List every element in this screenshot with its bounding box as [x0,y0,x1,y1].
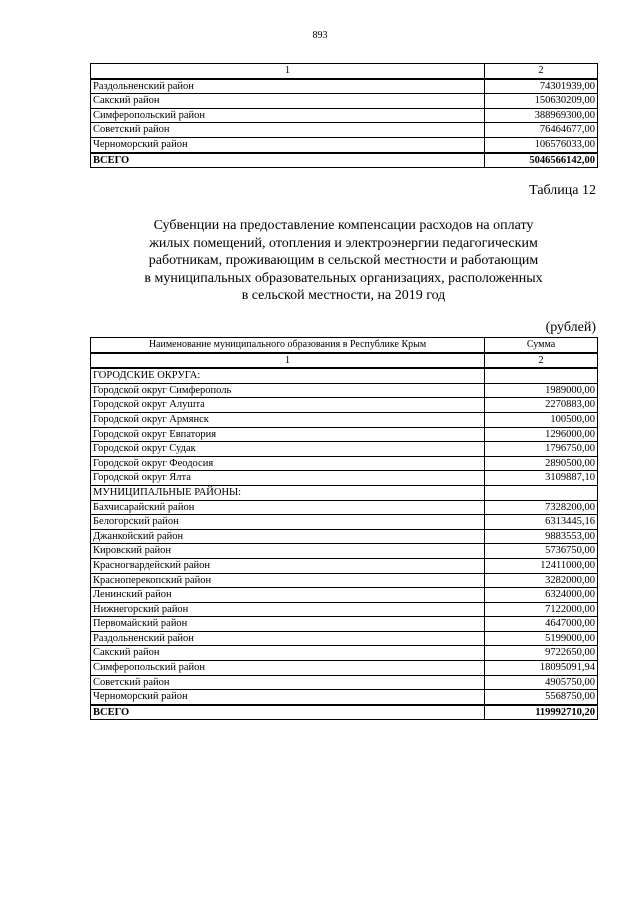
table-row [91,544,598,559]
table-row [91,398,598,413]
table-row [91,675,598,690]
row-name: Черноморский район [91,690,485,705]
title-line: в сельской местности, на 2019 год [241,288,446,303]
row-value: 388969300,00 [485,108,598,123]
row-value: 74301939,00 [485,79,598,94]
table-continuation [90,63,598,168]
row-name: Раздольненский район [91,79,485,94]
table-row [91,631,598,646]
section-row [91,368,598,383]
row-value: 9722650,00 [485,646,598,661]
row-name: Сакский район [91,94,485,109]
empty-cell [485,368,598,383]
row-value: 119992710,20 [485,705,598,720]
row-value: 106576033,00 [485,137,598,152]
table-row [91,412,598,427]
table-header-row [91,64,598,79]
row-value: 3109887,10 [485,471,598,486]
table-row [91,123,598,138]
row-name: Раздольненский район [91,631,485,646]
row-name: Городской округ Алушта [91,398,485,413]
row-name: Первомайский район [91,617,485,632]
table-row [91,529,598,544]
title-line: Субвенции на предоставление компенсации расходов на оплату [153,218,534,233]
table-row [91,94,598,109]
row-value: 18095091,94 [485,661,598,676]
row-name: Нижнегорский район [91,602,485,617]
row-value: 4905750,00 [485,675,598,690]
row-value: 6324000,00 [485,588,598,603]
row-name: Городской округ Судак [91,442,485,457]
table-row [91,515,598,530]
table-row [91,588,598,603]
row-name: ВСЕГО [91,705,485,720]
row-name: Симферопольский район [91,661,485,676]
column-header-sum: Сумма [485,338,598,353]
row-name: Симферопольский район [91,108,485,123]
title-line: работникам, проживающим в сельской местности и работающим [148,253,539,268]
row-name: Городской округ Феодосия [91,456,485,471]
row-name: Бахчисарайский район [91,500,485,515]
total-row [91,153,598,168]
row-name: Кировский район [91,544,485,559]
row-value: 1796750,00 [485,442,598,457]
table-row [91,646,598,661]
title-line: жилых помещений, отопления и электроэнергии педагогическим [149,235,538,251]
row-value: 7328200,00 [485,500,598,515]
row-value: 1296000,00 [485,427,598,442]
row-value: 9883553,00 [485,529,598,544]
table-row [91,661,598,676]
row-value: 5736750,00 [485,544,598,559]
row-value: 5568750,00 [485,690,598,705]
section-title: МУНИЦИПАЛЬНЫЕ РАЙОНЫ: [91,485,485,500]
table-row [91,108,598,123]
table-row [91,383,598,398]
table-header-row [91,338,598,353]
row-value: 150630209,00 [485,94,598,109]
subventions-table [90,337,598,720]
row-value: 1989000,00 [485,383,598,398]
row-name: Городской округ Евпатория [91,427,485,442]
column-number-1: 1 [91,64,485,79]
row-value: 2890500,00 [485,456,598,471]
section-title: ГОРОДСКИЕ ОКРУГА: [91,368,485,383]
table-row [91,500,598,515]
table-row [91,442,598,457]
row-name: Советский район [91,675,485,690]
row-value: 100500,00 [485,412,598,427]
row-name: ВСЕГО [91,153,485,168]
column-number-1: 1 [91,353,485,369]
table-row [91,456,598,471]
table-row [91,79,598,94]
empty-cell [485,485,598,500]
row-name: Ленинский район [91,588,485,603]
row-name: Черноморский район [91,137,485,152]
row-value: 3282000,00 [485,573,598,588]
row-name: Городской округ Армянск [91,412,485,427]
title-line: в муниципальных образовательных организациях, расположенных [144,270,543,286]
row-name: Красноперекопский район [91,573,485,588]
table-row [91,617,598,632]
page-number: 893 [312,30,328,41]
row-value: 5199000,00 [485,631,598,646]
row-value: 5046566142,00 [485,153,598,168]
row-value: 12411000,00 [485,558,598,573]
column-header-name: Наименование муниципального образования в Республике Крым [91,338,485,353]
total-row [91,705,598,720]
row-value: 7122000,00 [485,602,598,617]
row-name: Красногвардейский район [91,558,485,573]
table-row [91,558,598,573]
column-number-2: 2 [485,64,598,79]
table-row [91,427,598,442]
row-name: Сакский район [91,646,485,661]
document-title [90,217,597,305]
column-numbers-row [91,353,598,369]
column-number-2: 2 [485,353,598,369]
row-name: Белогорский район [91,515,485,530]
row-value: 6313445,16 [485,515,598,530]
row-value: 2270883,00 [485,398,598,413]
row-value: 4647000,00 [485,617,598,632]
table-row [91,573,598,588]
row-name: Советский район [91,123,485,138]
unit-label: (рублей) [545,320,596,335]
row-name: Городской округ Симферополь [91,383,485,398]
table-row [91,602,598,617]
table-row [91,690,598,705]
table-row [91,471,598,486]
row-name: Джанкойский район [91,529,485,544]
table-row [91,137,598,152]
table-label: Таблица 12 [529,183,596,198]
row-name: Городской округ Ялта [91,471,485,486]
row-value: 76464677,00 [485,123,598,138]
section-row [91,485,598,500]
